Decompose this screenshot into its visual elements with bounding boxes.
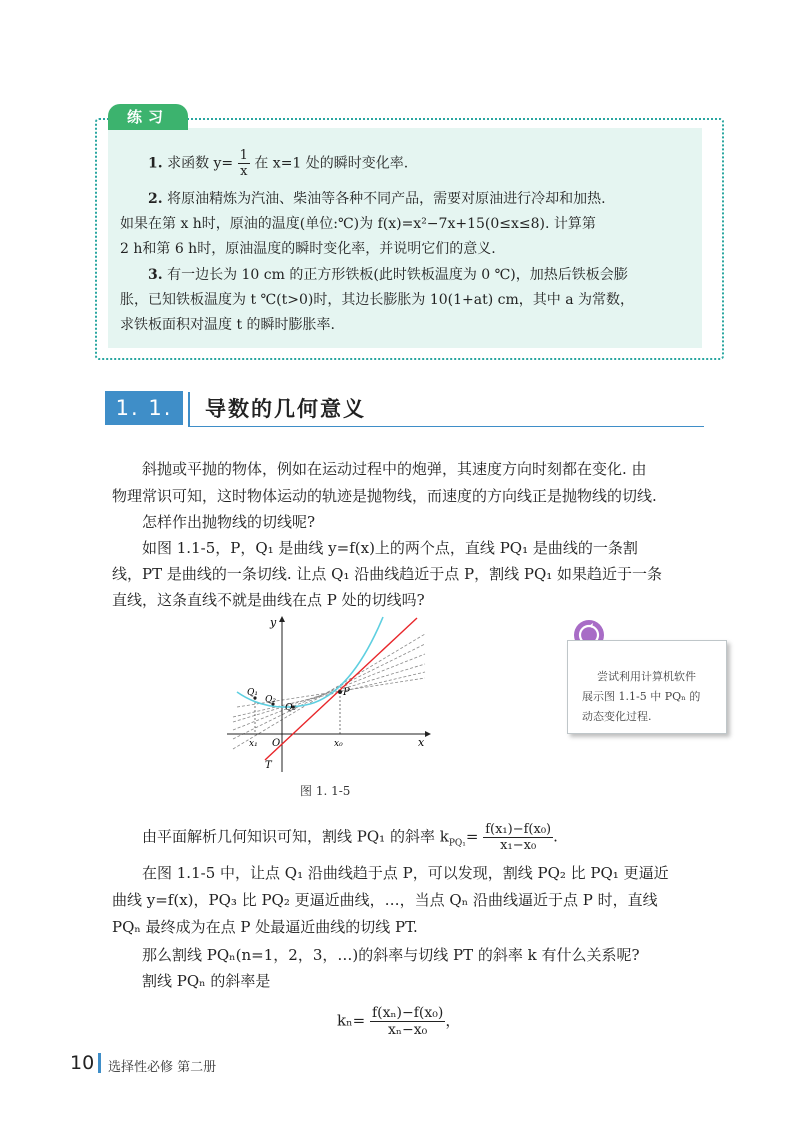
label-q2: Q₂	[265, 695, 276, 705]
page-number: 10	[70, 1052, 95, 1074]
label-x: x	[418, 736, 425, 749]
paragraph-line: 斜抛或平抛的物体，例如在运动过程中的炮弹，其速度方向时刻都在变化. 由	[142, 460, 647, 478]
section-title: 导数的几何意义	[205, 397, 366, 421]
paragraph-line: 曲线 y=f(x)，PQ₃ 比 PQ₂ 更逼近曲线，…，当点 Qₙ 沿曲线逼近于点 P 时，直线	[112, 891, 658, 909]
slope-statement: 由平面解析几何知识可知，割线 PQ₁ 的斜率 $k_{PQ_1}=$ $\frac{\text{f(x₁)−f(x₀)}}{\text{x₁−x₀}}$ .	[142, 822, 558, 853]
paragraph-line: 那么割线 PQₙ(n=1，2，3，…)的斜率与切线 PT 的斜率 k 有什么关系呢?	[142, 946, 640, 964]
note-line: 尝试利用计算机软件	[597, 670, 696, 683]
figure-1-1-5	[225, 612, 435, 777]
label-t: T	[265, 760, 272, 771]
exercise-q3-line-2: 胀，已知铁板温度为 t ℃(t>0)时，其边长膨胀为 10(1+at) cm，其中 a 为常数，	[120, 292, 634, 308]
paragraph-line: 线，PT 是曲线的一条切线. 让点 Q₁ 沿曲线趋近于点 P，割线 PQ₁ 如果趋近于一条	[112, 565, 663, 583]
paragraph-line: 怎样作出抛物线的切线呢?	[142, 513, 316, 531]
paragraph-line: PQₙ 最终成为在点 P 处最逼近曲线的切线 PT.	[112, 918, 418, 936]
exercise-q3-line-1: 3. 有一边长为 10 cm 的正方形铁板(此时铁板温度为 0 ℃)，加热后铁板会膨	[148, 267, 628, 283]
label-q1: Q₁	[247, 688, 258, 698]
paragraph-line: 如图 1.1-5，P，Q₁ 是曲线 y=f(x)上的两个点，直线 PQ₁ 是曲线的一条割	[142, 539, 638, 557]
fraction: $\frac{1}{x}$	[239, 148, 248, 179]
secant-line	[233, 634, 425, 749]
note-line: 展示图 1.1-5 中 PQₙ 的	[582, 690, 701, 703]
paragraph-line: 物理常识可知，这时物体运动的轨迹是抛物线，而速度的方向线正是抛物线的切线.	[112, 487, 657, 505]
x-axis-arrow	[425, 731, 431, 737]
section-divider	[188, 392, 190, 426]
figure-caption: 图 1. 1-5	[300, 784, 351, 798]
exercise-q2-line-2: 如果在第 x h时，原油的温度(单位:℃)为 f(x)=x²−7x+15(0≤x≤8). 计算第	[120, 216, 596, 232]
section-underline	[188, 426, 704, 427]
exercise-q3-line-3: 求铁板面积对温度 t 的瞬时膨胀率.	[120, 317, 335, 333]
footer-divider	[98, 1053, 101, 1073]
label-p: P	[343, 687, 350, 698]
paragraph-line: 直线，这条直线不就是曲线在点 P 处的切线吗?	[112, 591, 425, 609]
exercise-q1: 1. 求函数 y= $\frac{1}{x}$ 在 x=1 处的瞬时变化率.	[148, 148, 409, 179]
paragraph-line: 割线 PQₙ 的斜率是	[142, 972, 271, 990]
secant-line	[233, 664, 425, 722]
curve	[237, 617, 383, 707]
label-origin: O	[272, 738, 281, 749]
section-number: 1. 1. 3	[105, 391, 183, 425]
exercise-q2-line-1: 2. 将原油精炼为汽油、柴油等各种不同产品，需要对原油进行冷却和加热.	[148, 191, 606, 207]
label-q3: Q₃	[285, 703, 296, 713]
secant-line	[233, 654, 425, 730]
book-title: 选择性必修 第二册	[108, 1060, 217, 1075]
point-p	[338, 690, 342, 694]
paragraph-line: 在图 1.1-5 中，让点 Q₁ 沿曲线趋于点 P，可以发现，割线 PQ₂ 比 PQ₁ 更逼近	[142, 864, 669, 882]
exercise-tag: 练习	[108, 104, 188, 130]
formula-kn: kₙ= $\frac{\text{f(xₙ)−f(x₀)}}{\text{xₙ−x₀}}$ ，	[337, 1005, 461, 1038]
note-line: 动态变化过程.	[582, 710, 652, 723]
label-y: y	[270, 616, 277, 629]
label-x0: x₀	[334, 739, 343, 749]
label-x1: x₁	[249, 739, 258, 749]
exercise-q2-line-3: 2 h和第 6 h时，原油温度的瞬时变化率，并说明它们的意义.	[120, 241, 496, 257]
secant-lines	[233, 634, 425, 749]
y-axis-arrow	[279, 616, 285, 622]
